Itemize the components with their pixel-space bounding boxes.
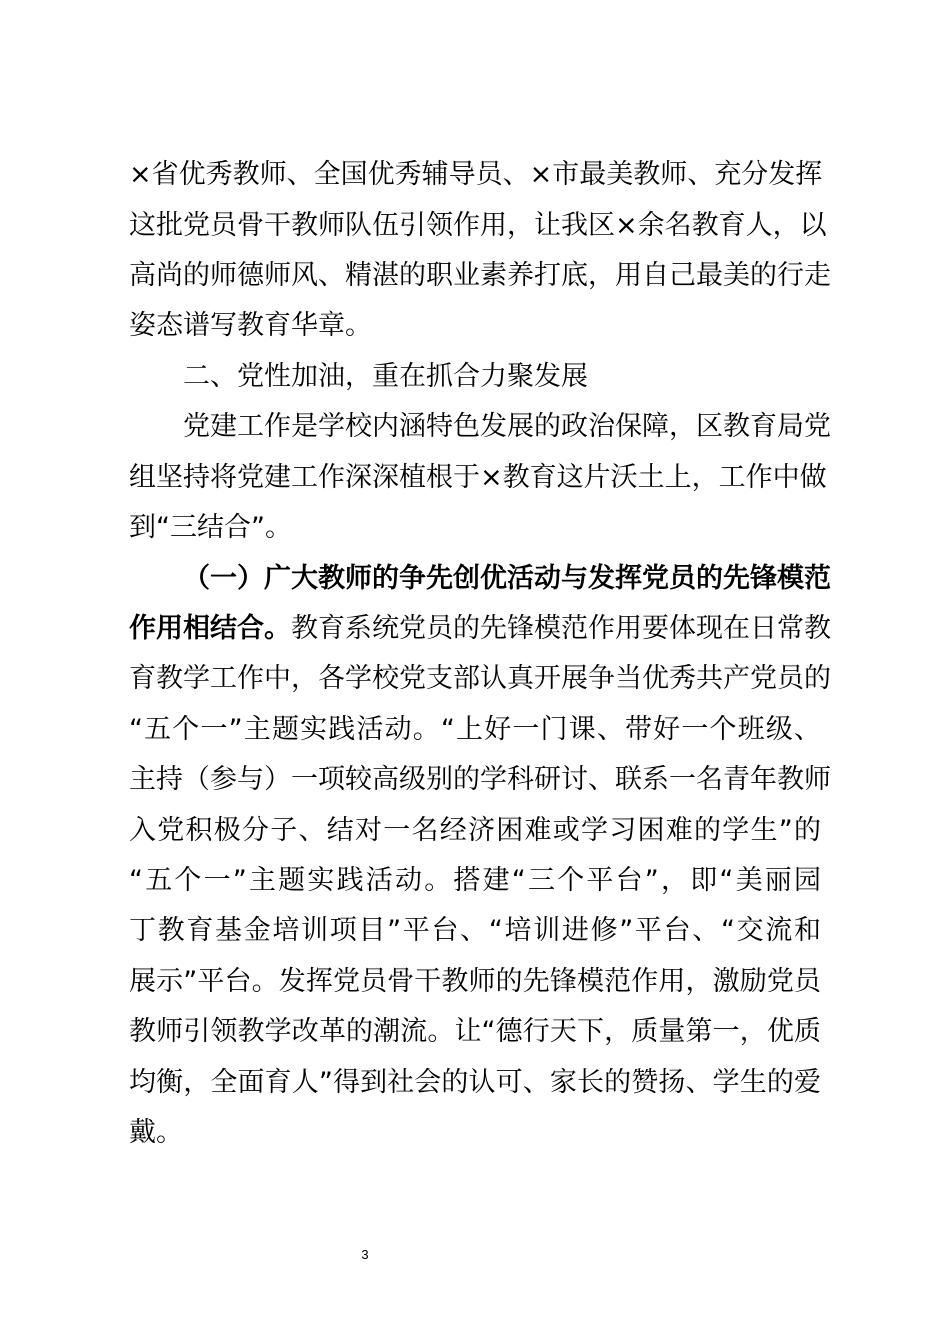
body-text-line: “五个一”主题实践活动。搭建“三个平台”，即“美丽园 <box>129 865 821 896</box>
body-text-line: 主持（参与）一项较高级别的学科研讨、联系一名青年教师 <box>129 764 831 795</box>
body-text-segment: 教育系统党员的先锋模范作用要体现在日常教 <box>291 613 831 644</box>
body-text-line: 均衡，全面育人”得到社会的认可、家长的赞扬、学生的爱 <box>129 1067 821 1098</box>
body-text-line: 展示”平台。发挥党员骨干教师的先锋模范作用，激励党员 <box>129 966 821 997</box>
subsection-heading-line: （一）广大教师的争先创优活动与发挥党员的先锋模范 <box>183 563 831 594</box>
body-text-line: 姿态谱写教育华章。 <box>129 310 372 341</box>
page-number: 3 <box>361 1247 369 1262</box>
body-text-line: 到“三结合”。 <box>129 512 292 543</box>
body-text-line: 党建工作是学校内涵特色发展的政治保障，区教育局党 <box>183 411 831 442</box>
body-text-line: ×省优秀教师、全国优秀辅导员、×市最美教师、充分发挥 <box>129 159 823 190</box>
section-heading: 二、党性加油，重在抓合力聚发展 <box>183 361 588 392</box>
body-text-line: 入党积极分子、结对一名经济困难或学习困难的学生”的 <box>129 815 821 846</box>
body-text-line: 教师引领教学改革的潮流。让“德行天下，质量第一，优质 <box>129 1016 821 1047</box>
body-text-line: 组坚持将党建工作深深植根于×教育这片沃土上，工作中做 <box>129 462 827 493</box>
body-text-line: 育教学工作中，各学校党支部认真开展争当优秀共产党员的 <box>129 663 831 694</box>
body-text-line: 这批党员骨干教师队伍引领作用，让我区×余名教育人，以 <box>129 210 827 241</box>
body-text-line <box>129 609 831 649</box>
subsection-heading-tail: 作用相结合。 <box>129 613 291 644</box>
body-text-line: 高尚的师德师风、精湛的职业素养打底，用自己最美的行走 <box>129 260 831 291</box>
body-text-line: 戴。 <box>129 1117 183 1148</box>
body-text-line: “五个一”主题实践活动。“上好一门课、带好一个班级、 <box>129 714 821 745</box>
body-text-line: 丁教育基金培训项目”平台、“培训进修”平台、“交流和 <box>129 915 821 946</box>
